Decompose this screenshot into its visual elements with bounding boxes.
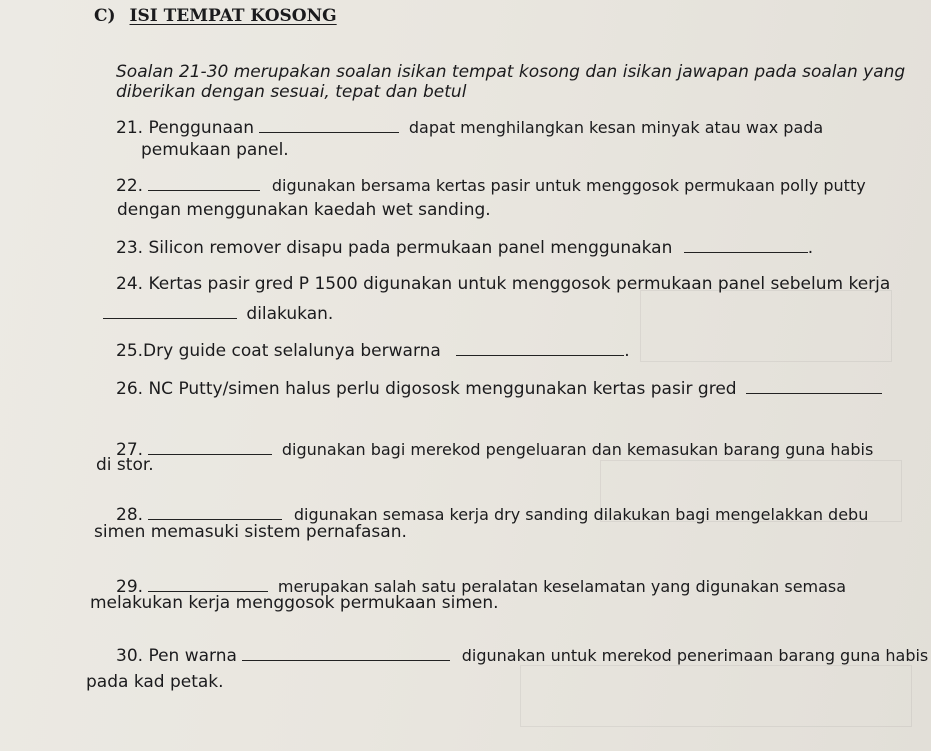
question-number: 28. bbox=[116, 505, 144, 525]
question-27-line-2: di stor. bbox=[96, 455, 154, 475]
question-23 bbox=[116, 238, 813, 258]
section-title: ISI TEMPAT KOSONG bbox=[129, 6, 337, 26]
question-number: 26. bbox=[116, 379, 144, 399]
question-24 bbox=[116, 274, 890, 294]
answer-blank[interactable] bbox=[148, 440, 272, 455]
question-text: merupakan salah satu peralatan keselamatan yang digunakan semasa bbox=[277, 577, 847, 596]
section-heading bbox=[94, 6, 337, 26]
question-number: 25. bbox=[116, 341, 144, 361]
question-text: digunakan bersama kertas pasir untuk menggosok permukaan polly putty bbox=[271, 176, 866, 195]
question-text: dapat menghilangkan kesan minyak atau wax pada bbox=[408, 118, 824, 137]
answer-blank[interactable] bbox=[746, 379, 882, 394]
question-27 bbox=[116, 440, 873, 460]
question-22 bbox=[116, 176, 866, 196]
answer-blank[interactable] bbox=[259, 118, 399, 133]
question-text: Kertas pasir gred P 1500 digunakan untuk menggosok permukaan panel sebelum kerja bbox=[148, 274, 891, 294]
question-text: . bbox=[807, 238, 814, 258]
question-number: 30. bbox=[116, 646, 144, 666]
instruction-line-1: Soalan 21-30 merupakan soalan isikan tempat kosong dan isikan jawapan pada soalan yang bbox=[116, 62, 906, 82]
question-30 bbox=[116, 646, 928, 666]
question-text: dilakukan. bbox=[246, 304, 334, 324]
question-21 bbox=[116, 118, 823, 138]
question-number: 23. bbox=[116, 238, 144, 258]
question-24-line-2 bbox=[103, 304, 333, 324]
answer-blank[interactable] bbox=[148, 577, 268, 592]
question-text: Penggunaan bbox=[148, 118, 255, 138]
question-28-line-2: simen memasuki sistem pernafasan. bbox=[94, 522, 407, 542]
answer-blank[interactable] bbox=[456, 341, 624, 356]
question-25 bbox=[116, 341, 630, 361]
question-text: digunakan untuk merekod penerimaan barang guna habis bbox=[461, 646, 929, 665]
answer-blank[interactable] bbox=[242, 646, 450, 661]
section-letter: C) bbox=[94, 6, 116, 26]
question-29-line-2: melakukan kerja menggosok permukaan simen. bbox=[90, 593, 499, 613]
question-text: digunakan bagi merekod pengeluaran dan kemasukan barang guna habis bbox=[281, 440, 874, 459]
question-number: 27. bbox=[116, 440, 144, 460]
question-26 bbox=[116, 379, 882, 399]
question-text: . bbox=[624, 341, 630, 361]
show-through-box bbox=[640, 290, 892, 362]
question-number: 21. bbox=[116, 118, 144, 138]
question-text: NC Putty/simen halus perlu digososk menggunakan kertas pasir gred bbox=[148, 379, 737, 399]
question-text: Dry guide coat selalunya berwarna bbox=[143, 341, 441, 361]
show-through-box bbox=[520, 665, 912, 727]
answer-blank[interactable] bbox=[103, 304, 237, 319]
question-22-line-2: dengan menggunakan kaedah wet sanding. bbox=[117, 200, 491, 220]
instruction-line-2: diberikan dengan sesuai, tepat dan betul bbox=[116, 82, 467, 102]
question-text: Pen warna bbox=[148, 646, 237, 666]
question-number: 24. bbox=[116, 274, 144, 294]
question-30-line-2: pada kad petak. bbox=[86, 672, 224, 692]
answer-blank[interactable] bbox=[148, 505, 282, 520]
question-text: Silicon remover disapu pada permukaan panel menggunakan bbox=[148, 238, 673, 258]
question-number: 29. bbox=[116, 577, 144, 597]
question-number: 22. bbox=[116, 176, 144, 196]
question-text: digunakan semasa kerja dry sanding dilakukan bagi mengelakkan debu bbox=[293, 505, 869, 524]
answer-blank[interactable] bbox=[684, 238, 808, 253]
answer-blank[interactable] bbox=[148, 176, 260, 191]
question-21-line-2: pemukaan panel. bbox=[141, 140, 289, 160]
